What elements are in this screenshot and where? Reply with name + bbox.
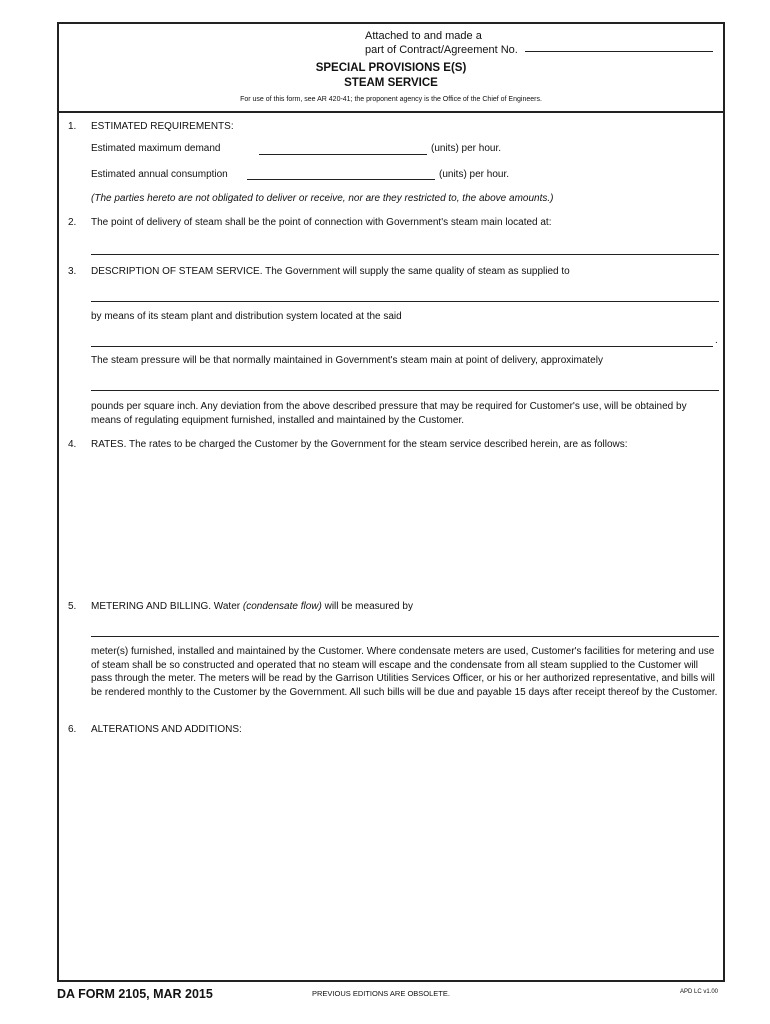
section-1-heading: ESTIMATED REQUIREMENTS: [91, 121, 234, 132]
section-2-text: The point of delivery of steam shall be the point of connection with Government's steam main located at: [91, 217, 552, 228]
section-3-text-2: by means of its steam plant and distribution system located at the said [91, 311, 402, 322]
form-frame [57, 22, 725, 982]
header-divider [59, 111, 723, 113]
section-3-number: 3. [68, 266, 77, 277]
section-5-text-1 [91, 601, 413, 612]
steam-pressure-field[interactable] [91, 390, 719, 391]
section-2-number: 2. [68, 217, 77, 228]
annual-consumption-field[interactable] [247, 179, 435, 180]
section-5-text-2: meter(s) furnished, installed and maintained by the Customer. Where condensate meters are used, Customer's facilities for metering and use of steam shall be so constructed and operated that no steam will escape and the condensate from all steam supplied to the Customer will pass through the meter. The meters will be read by the Garrison Utilities Services Officer, or his or her authorized representative, and bills will be rendered monthly to the Customer by the Government. All such bills will be due and payable 15 days after receipt thereof by the Customer. [91, 646, 718, 698]
editions-note: PREVIOUS EDITIONS ARE OBSOLETE. [312, 989, 450, 998]
metering-italic: (condensate flow) [242, 601, 322, 612]
attachment-note [365, 29, 518, 57]
max-demand-field[interactable] [259, 154, 427, 155]
requirements-note: (The parties hereto are not obligated to deliver or receive, nor are they restricted to, the above amounts.) [91, 193, 554, 204]
attachment-line-2: part of Contract/Agreement No. [365, 44, 518, 56]
metering-prefix: METERING AND BILLING. Water [91, 601, 243, 612]
location-period: . [715, 335, 718, 346]
section-3-text-3: The steam pressure will be that normally maintained in Government's steam main at point of delivery, approximately [91, 355, 603, 366]
section-6-text: ALTERATIONS AND ADDITIONS: [91, 724, 242, 735]
attachment-line-1: Attached to and made a [365, 30, 482, 42]
section-6-number: 6. [68, 724, 77, 735]
form-identifier: DA FORM 2105, MAR 2015 [57, 987, 213, 1001]
form-title: SPECIAL PROVISIONS E(S) [315, 62, 467, 74]
section-3-text-4: pounds per square inch. Any deviation from the above described pressure that may be required for Customer's use, will be obtained by means of regulating equipment furnished, installed and maintained by the Customer. [91, 401, 687, 426]
delivery-location-field[interactable] [91, 254, 719, 255]
alterations-entry-area[interactable] [91, 742, 719, 972]
section-4-text: RATES. The rates to be charged the Customer by the Government for the steam service described herein, are as follows: [91, 439, 628, 450]
annual-consumption-label: Estimated annual consumption [91, 169, 228, 180]
form-subtitle: STEAM SERVICE [344, 77, 438, 89]
max-demand-unit: (units) per hour. [431, 143, 502, 154]
customer-field[interactable] [91, 301, 719, 302]
plant-location-field[interactable] [91, 346, 713, 347]
metering-suffix: will be measured by [321, 601, 413, 612]
meter-type-field[interactable] [91, 636, 719, 637]
version-label: APD LC v1.00 [680, 989, 719, 995]
section-5-number: 5. [68, 601, 77, 612]
rates-entry-area[interactable] [91, 456, 719, 596]
section-1-number: 1. [68, 121, 77, 132]
section-3-text-1: DESCRIPTION OF STEAM SERVICE. The Government will supply the same quality of steam as supplied to [91, 266, 570, 277]
annual-consumption-unit: (units) per hour. [439, 169, 510, 180]
max-demand-label: Estimated maximum demand [91, 143, 221, 154]
proponent-note: For use of this form, see AR 420-41; the proponent agency is the Office of the Chief of Engineers. [240, 96, 542, 103]
section-4-number: 4. [68, 439, 77, 450]
contract-number-field[interactable] [525, 51, 713, 52]
